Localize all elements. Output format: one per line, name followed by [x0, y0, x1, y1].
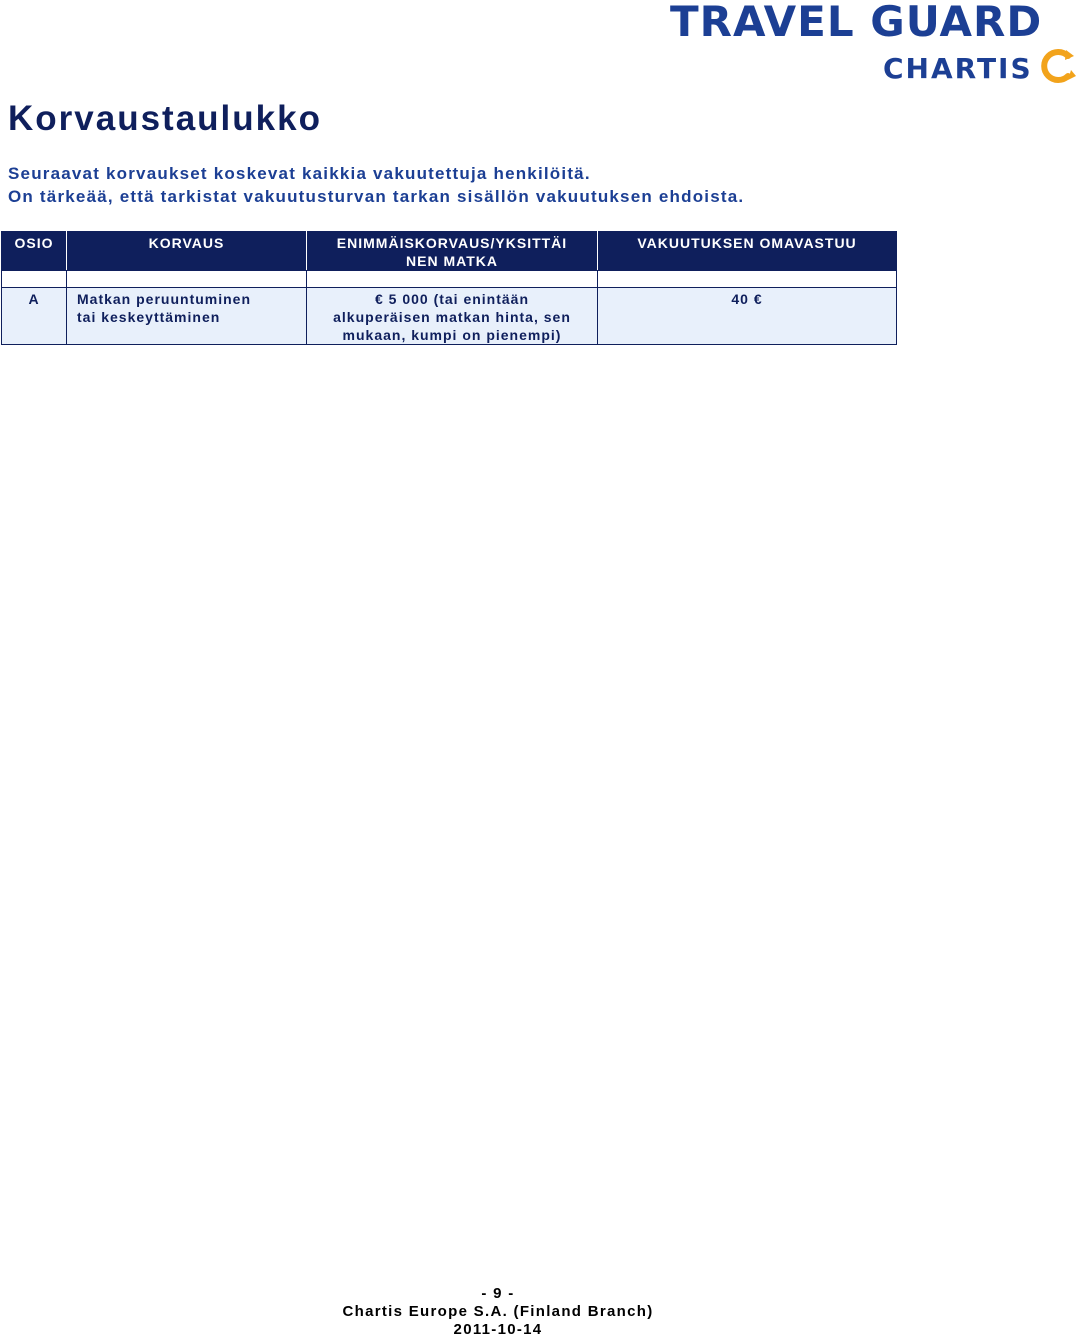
row-max-line-2: alkuperäisen matkan hinta, sen	[333, 309, 571, 325]
row-max-compensation	[307, 288, 598, 345]
header-excess: VAKUUTUKSEN OMAVASTUU	[598, 232, 897, 271]
table-spacer-row	[2, 271, 897, 288]
row-benefit	[67, 288, 307, 345]
header-max-line-1: ENIMMÄISKORVAUS/YKSITTÄI	[336, 235, 568, 251]
benefits-table	[1, 231, 897, 345]
header-benefit: KORVAUS	[67, 232, 307, 271]
row-max-line-3: mukaan, kumpi on pienempi)	[342, 327, 562, 343]
row-section: A	[2, 288, 67, 345]
table-row	[2, 288, 897, 345]
page-number: - 9 -	[481, 1285, 515, 1302]
intro-text	[8, 162, 744, 208]
spacer-cell	[2, 271, 67, 288]
spacer-cell	[307, 271, 598, 288]
footer-date: 2011-10-14	[453, 1321, 543, 1338]
spacer-cell	[598, 271, 897, 288]
intro-line-2: On tärkeää, että tarkistat vakuutusturvan tarkan sisällön vakuutuksen ehdoista.	[8, 187, 745, 206]
intro-line-1: Seuraavat korvaukset koskevat kaikkia vakuutettuja henkilöitä.	[8, 164, 591, 183]
chartis-c-icon	[1038, 46, 1078, 86]
table-header-row	[2, 232, 897, 271]
page-footer	[0, 1285, 996, 1339]
logo-chartis-text: CHARTIS	[883, 52, 1033, 85]
header-max-compensation	[307, 232, 598, 271]
page-title: Korvaustaulukko	[8, 99, 322, 138]
footer-company: Chartis Europe S.A. (Finland Branch)	[342, 1303, 654, 1320]
row-excess: 40 €	[598, 288, 897, 345]
row-benefit-line-1: Matkan peruuntuminen	[77, 291, 252, 307]
row-benefit-line-2: tai keskeyttäminen	[77, 309, 221, 325]
spacer-cell	[67, 271, 307, 288]
header-section: OSIO	[2, 232, 67, 271]
logo-travel-guard-text: TRAVEL GUARD	[670, 0, 1043, 46]
row-max-line-1: € 5 000 (tai enintään	[374, 291, 530, 307]
header-max-line-2: NEN MATKA	[406, 253, 498, 269]
company-logo	[540, 0, 1043, 95]
